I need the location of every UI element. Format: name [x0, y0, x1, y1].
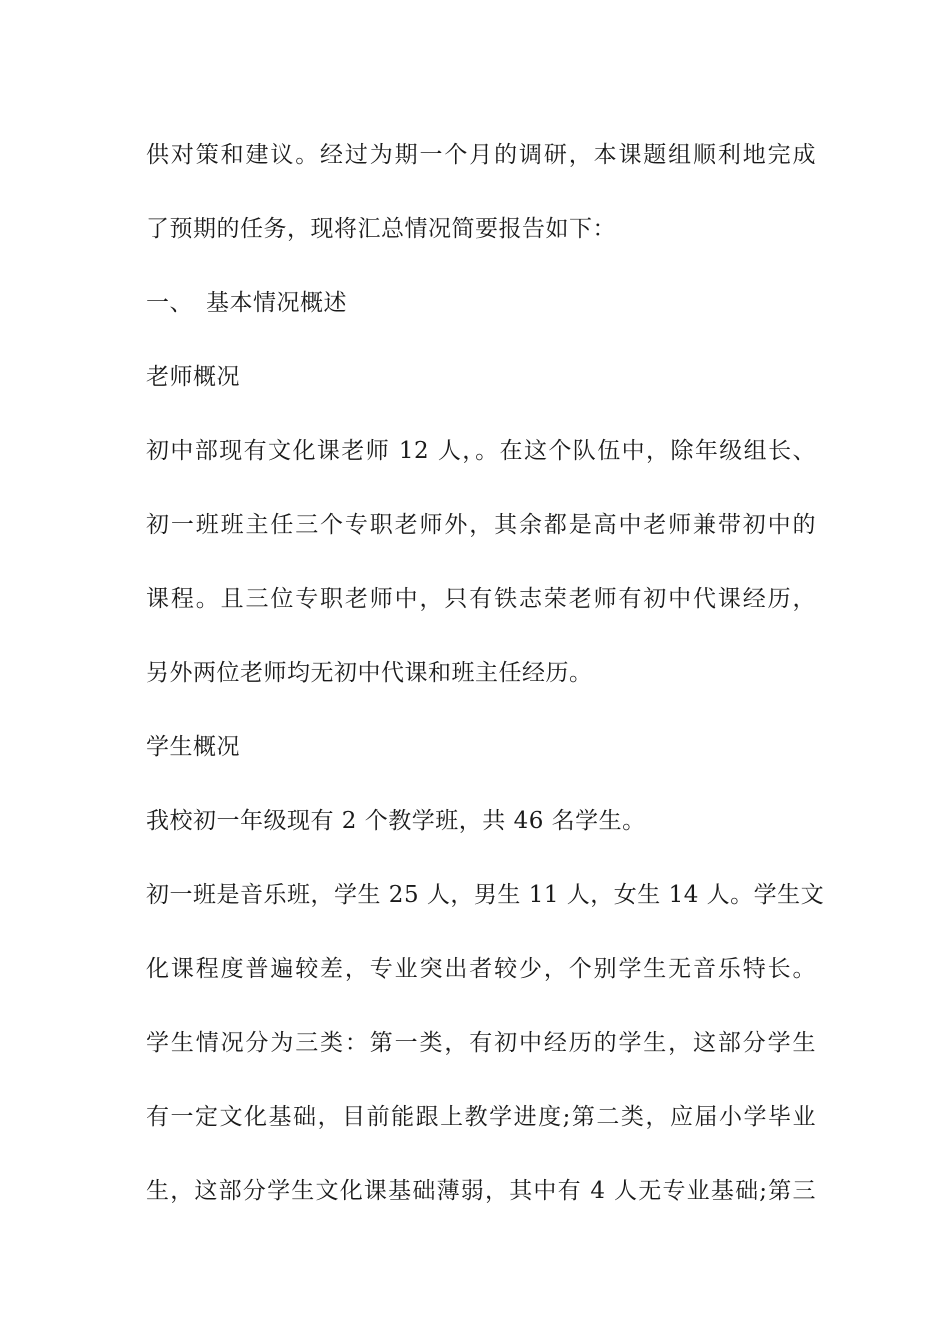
- paragraph-line: 我校初一年级现有 2 个教学班，共 46 名学生。: [146, 808, 646, 834]
- paragraph-line: 初中部现有文化课老师 12 人，。在这个队伍中，除年级组长、: [146, 438, 816, 464]
- subsection-heading: 学生概况: [146, 734, 240, 760]
- paragraph-line: 生，这部分学生文化课基础薄弱，其中有 4 人无专业基础;第三: [146, 1178, 816, 1204]
- paragraph-line: 初一班班主任三个专职老师外，其余都是高中老师兼带初中的: [146, 512, 816, 538]
- paragraph-line: 化课程度普遍较差，专业突出者较少，个别学生无音乐特长。: [146, 956, 816, 982]
- section-title: 基本情况概述: [206, 290, 347, 316]
- paragraph-line: 课程。且三位专职老师中，只有铁志荣老师有初中代课经历，: [146, 586, 816, 612]
- paragraph-line: 学生情况分为三类：第一类，有初中经历的学生，这部分学生: [146, 1030, 816, 1056]
- subsection-heading: 老师概况: [146, 364, 240, 390]
- section-heading: [146, 288, 816, 318]
- paragraph-line: 了预期的任务，现将汇总情况简要报告如下：: [146, 216, 616, 242]
- paragraph-line: 另外两位老师均无初中代课和班主任经历。: [146, 660, 593, 686]
- paragraph-line: 初一班是音乐班，学生 25 人，男生 11 人，女生 14 人。学生文: [146, 882, 825, 908]
- paragraph-line: 供对策和建议。经过为期一个月的调研，本课题组顺利地完成: [146, 142, 816, 168]
- paragraph-line: 有一定文化基础，目前能跟上教学进度;第二类，应届小学毕业: [146, 1104, 816, 1130]
- section-number: 一、: [146, 290, 193, 316]
